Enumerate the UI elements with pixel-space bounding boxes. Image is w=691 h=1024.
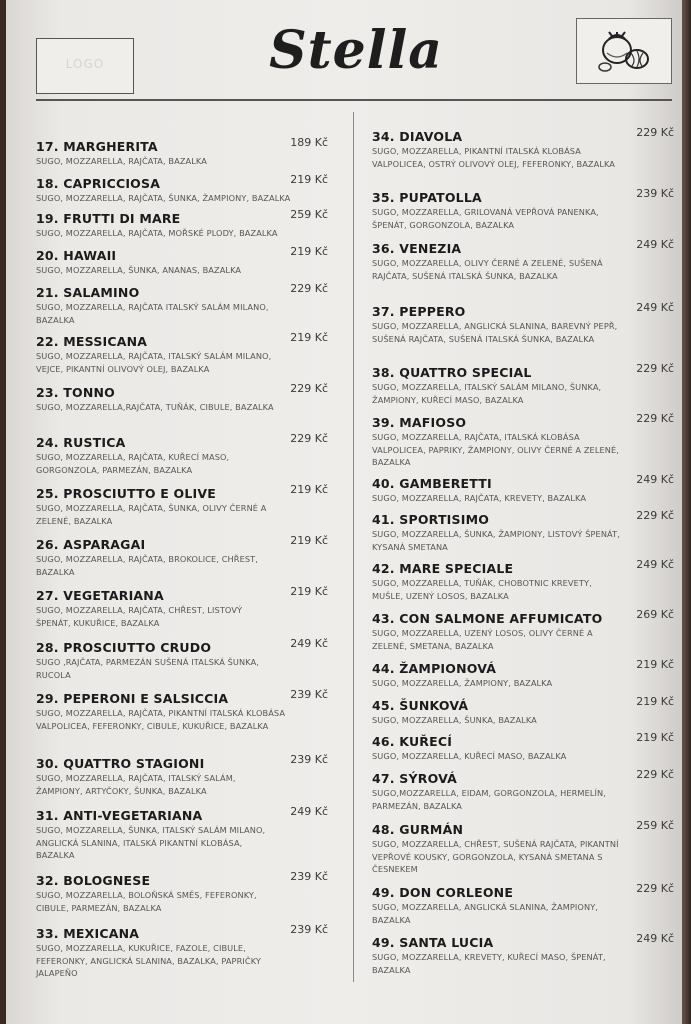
menu-item — [36, 923, 328, 980]
item-price: 229 Kč — [290, 432, 328, 445]
menu-item — [36, 432, 328, 476]
item-desc: SUGO, MOZZARELLA, RAJČATA, KUŘECÍ MASO, GORGONZOLA, PARMEZÁN, BAZALKA — [36, 452, 230, 475]
item-price: 239 Kč — [290, 753, 328, 766]
menu-item — [372, 819, 674, 876]
item-desc: SUGO, MOZZARELLA, ŠUNKA, ŽAMPIONY, LISTOVÝ ŠPENÁT, KYSANÁ SMETANA — [372, 529, 620, 552]
item-name: 27. VEGETARIANA — [36, 588, 164, 603]
menu-item — [36, 637, 328, 681]
item-price: 219 Kč — [636, 695, 674, 708]
item-desc: SUGO, MOZZARELLA, ITALSKÝ SALÁM MILANO, ŠUNKA, ŽAMPIONY, KUŘECÍ MASO, BAZALKA — [372, 382, 602, 405]
menu-item — [372, 608, 674, 652]
item-price: 219 Kč — [290, 534, 328, 547]
menu-item — [372, 658, 674, 690]
tomato-garlic-icon — [595, 23, 655, 77]
item-price: 219 Kč — [290, 245, 328, 258]
item-desc: SUGO, MOZZARELLA, ŠUNKA, ITALSKÝ SALÁM MILANO, ANGLICKÁ SLANINA, ITALSKÁ PIKANTNÍ KLOBÁSA, BAZALKA — [36, 825, 266, 860]
item-desc: SUGO, MOZZARELLA, RAJČATA, BROKOLICE, CHŘEST, BAZALKA — [36, 554, 258, 577]
item-name: 32. BOLOGNESE — [36, 873, 151, 888]
item-desc: SUGO, MOZZARELLA, ŠUNKA, ANANAS, BAZALKA — [36, 265, 242, 275]
item-name: 17. MARGHERITA — [36, 139, 158, 154]
item-desc: SUGO, MOZZARELLA, ANGLICKÁ SLANINA, ŽAMPIONY, BAZALKA — [372, 902, 598, 925]
menu-item — [372, 412, 674, 469]
menu-item — [36, 136, 328, 168]
item-desc: SUGO, MOZZARELLA, BOLOŇSKÁ SMĚS, FEFERONKY, CIBULE, PARMEZÁN, BAZALKA — [36, 890, 257, 913]
item-price: 259 Kč — [636, 819, 674, 832]
item-name: 28. PROSCIUTTO CRUDO — [36, 640, 212, 655]
item-name: 20. HAWAII — [36, 248, 117, 263]
header-divider — [36, 99, 672, 101]
item-desc: SUGO, MOZZARELLA, RAJČATA, ŠUNKA, ŽAMPIONY, BAZALKA — [36, 193, 291, 203]
menu-item — [36, 805, 328, 862]
item-price: 239 Kč — [290, 870, 328, 883]
item-name: 41. SPORTISIMO — [372, 512, 490, 527]
item-desc: SUGO, MOZZARELLA, RAJČATA, CHŘEST, LISTOVÝ ŠPENÁT, KUKUŘICE, BAZALKA — [36, 605, 243, 628]
item-name: 49. SANTA LUCIA — [372, 935, 494, 950]
menu-item — [36, 245, 328, 277]
item-name: 29. PEPERONI E SALSICCIA — [36, 691, 229, 706]
menu-item — [36, 483, 328, 527]
item-name: 42. MARE SPECIALE — [372, 561, 514, 576]
item-price: 269 Kč — [636, 608, 674, 621]
menu-item — [36, 870, 328, 914]
item-name: 30. QUATTRO STAGIONI — [36, 756, 205, 771]
menu-item — [36, 331, 328, 375]
item-desc: SUGO, MOZZARELLA, RAJČATA, ITALSKÁ KLOBÁSA VALPOLICEA, PAPRIKY, ŽAMPIONY, OLIVY ČERNÉ A ZELENÉ, BAZALKA — [372, 432, 619, 467]
item-desc: SUGO, MOZZARELLA, KUKUŘICE, FAZOLE, CIBULE, FEFERONKY, ANGLICKÁ SLANINA, BAZALKA, PAPRIČKY JALAPEÑO — [36, 943, 261, 978]
item-name: 38. QUATTRO SPECIAL — [372, 365, 532, 380]
item-desc: SUGO, MOZZARELLA, RAJČATA, KREVETY, BAZALKA — [372, 493, 587, 503]
item-name: 19. FRUTTI DI MARE — [36, 211, 181, 226]
item-name: 31. ANTI-VEGETARIANA — [36, 808, 203, 823]
item-price: 219 Kč — [290, 483, 328, 496]
item-desc: SUGO, MOZZARELLA, TUŇÁK, CHOBOTNIC KREVETY, MUŠLE, UZENÝ LOSOS, BAZALKA — [372, 578, 592, 601]
item-desc: SUGO, MOZZARELLA, OLIVY ČERNÉ A ZELENÉ, SUŠENÁ RAJČATA, SUŠENÁ ITALSKÁ ŠUNKA, BAZALKA — [372, 258, 603, 281]
item-desc: SUGO, MOZZARELLA,RAJČATA, TUŇÁK, CIBULE, BAZALKA — [36, 402, 274, 412]
item-price: 219 Kč — [636, 658, 674, 671]
item-price: 229 Kč — [290, 282, 328, 295]
item-name: 37. PEPPERO — [372, 304, 466, 319]
item-name: 22. MESSICANA — [36, 334, 148, 349]
item-desc: SUGO, MOZZARELLA, UZENÝ LOSOS, OLIVY ČERNÉ A ZELENÉ, SMETANA, BAZALKA — [372, 628, 593, 651]
item-price: 249 Kč — [290, 637, 328, 650]
menu-item — [372, 882, 674, 926]
item-desc: SUGO, MOZZARELLA, RAJČATA, BAZALKA — [36, 156, 207, 166]
item-name: 25. PROSCIUTTO E OLIVE — [36, 486, 216, 501]
item-name: 33. MEXICANA — [36, 926, 140, 941]
item-desc: SUGO, MOZZARELLA, CHŘEST, SUŠENÁ RAJČATA, PIKANTNÍ VEPŘOVÉ KOUSKY, GORGONZOLA, KYSANÁ SMETANA S ČESNEKEM — [372, 839, 619, 874]
logo-box-text: LOGO — [65, 57, 105, 71]
item-desc: SUGO, MOZZARELLA, KUŘECÍ MASO, BAZALKA — [372, 751, 567, 761]
menu-item — [372, 731, 674, 763]
page-edge — [682, 0, 691, 1024]
item-price: 229 Kč — [636, 412, 674, 425]
item-price: 219 Kč — [290, 585, 328, 598]
item-name: 36. VENEZIA — [372, 241, 462, 256]
menu-item — [36, 688, 328, 732]
item-price: 239 Kč — [290, 923, 328, 936]
menu-item — [372, 473, 674, 505]
menu-item — [372, 695, 674, 727]
item-price: 249 Kč — [636, 473, 674, 486]
item-desc: SUGO, MOZZARELLA, RAJČATA, MOŘSKÉ PLODY, BAZALKA — [36, 228, 278, 238]
item-desc: SUGO, MOZZARELLA, PIKANTNÍ ITALSKÁ KLOBÁSA VALPOLICEA, OSTRÝ OLIVOVÝ OLEJ, FEFERONKY, BAZALKA — [372, 146, 616, 169]
item-desc: SUGO, MOZZARELLA, KREVETY, KUŘECÍ MASO, ŠPENÁT, BAZALKA — [372, 952, 606, 975]
item-name: 45. ŠUNKOVÁ — [372, 698, 469, 713]
menu-item — [372, 768, 674, 812]
item-price: 219 Kč — [290, 331, 328, 344]
item-name: 48. GURMÁN — [372, 822, 464, 837]
item-price: 229 Kč — [636, 768, 674, 781]
item-desc: SUGO, MOZZARELLA, GRILOVANÁ VEPŘOVÁ PANENKA, ŠPENÁT, GORGONZOLA, BAZALKA — [372, 207, 599, 230]
item-desc: SUGO, MOZZARELLA, RAJČATA, ITALSKÝ SALÁM, ŽAMPIONY, ARTYČOKY, ŠUNKA, BAZALKA — [36, 773, 236, 796]
item-price: 259 Kč — [290, 208, 328, 221]
item-price: 249 Kč — [636, 558, 674, 571]
item-name: 44. ŽAMPIONOVÁ — [372, 661, 497, 676]
item-desc: SUGO,MOZZARELLA, EIDAM, GORGONZOLA, HERMELÍN, PARMEZÁN, BAZALKA — [372, 788, 606, 811]
item-price: 189 Kč — [290, 136, 328, 149]
item-name: 46. KUŘECÍ — [372, 734, 453, 749]
item-price: 249 Kč — [636, 301, 674, 314]
item-price: 239 Kč — [636, 187, 674, 200]
item-name: 40. GAMBERETTI — [372, 476, 492, 491]
menu-item — [372, 509, 674, 553]
item-name: 35. PUPATOLLA — [372, 190, 482, 205]
item-name: 49. DON CORLEONE — [372, 885, 514, 900]
menu-item — [36, 753, 328, 797]
item-price: 229 Kč — [636, 509, 674, 522]
menu-item — [36, 585, 328, 629]
item-desc: SUGO, MOZZARELLA, ŽAMPIONY, BAZALKA — [372, 678, 553, 688]
menu-item — [372, 187, 674, 231]
item-desc: SUGO ,RAJČATA, PARMEZÁN SUŠENÁ ITALSKÁ ŠUNKA, RUCOLA — [36, 657, 259, 680]
menu-item — [372, 932, 674, 976]
item-price: 249 Kč — [636, 238, 674, 251]
item-price: 219 Kč — [636, 731, 674, 744]
menu-item — [372, 362, 674, 406]
item-name: 39. MAFIOSO — [372, 415, 467, 430]
logo-box — [36, 38, 134, 94]
item-name: 18. CAPRICCIOSA — [36, 176, 161, 191]
item-price: 229 Kč — [636, 882, 674, 895]
tomato-box — [576, 18, 672, 84]
menu-page — [6, 0, 682, 1024]
item-price: 229 Kč — [636, 126, 674, 139]
item-desc: SUGO, MOZZARELLA, ANGLICKÁ SLANINA, BAREVNÝ PEPŘ, SUŠENÁ RAJČATA, SUŠENÁ ITALSKÁ ŠUNKA, BAZALKA — [372, 321, 618, 344]
item-desc: SUGO, MOZZARELLA, RAJČATA ITALSKÝ SALÁM MILANO, BAZALKA — [36, 302, 269, 325]
item-name: 47. SÝROVÁ — [372, 771, 457, 786]
item-desc: SUGO, MOZZARELLA, ŠUNKA, BAZALKA — [372, 715, 537, 725]
item-name: 43. CON SALMONE AFFUMICATO — [372, 611, 603, 626]
item-name: 26. ASPARAGAI — [36, 537, 146, 552]
item-price: 239 Kč — [290, 688, 328, 701]
item-desc: SUGO, MOZZARELLA, RAJČATA, ITALSKÝ SALÁM MILANO, VEJCE, PIKANTNÍ OLIVOVÝ OLEJ, BAZALKA — [36, 351, 272, 374]
menu-item — [36, 282, 328, 326]
menu-item — [36, 382, 328, 414]
item-price: 249 Kč — [290, 805, 328, 818]
menu-item — [36, 534, 328, 578]
menu-title: Stella — [269, 20, 443, 81]
item-price: 229 Kč — [290, 382, 328, 395]
item-price: 219 Kč — [290, 173, 328, 186]
item-name: 23. TONNO — [36, 385, 115, 400]
menu-item — [372, 301, 674, 345]
menu-item — [372, 558, 674, 602]
menu-item — [36, 173, 328, 205]
item-name: 21. SALAMINO — [36, 285, 140, 300]
menu-item — [372, 126, 674, 170]
item-price: 229 Kč — [636, 362, 674, 375]
item-desc: SUGO, MOZZARELLA, RAJČATA, ŠUNKA, OLIVY ČERNÉ A ZELENÉ, BAZALKA — [36, 503, 267, 526]
column-divider — [353, 112, 354, 982]
item-price: 249 Kč — [636, 932, 674, 945]
menu-item — [36, 208, 328, 240]
item-name: 24. RUSTICA — [36, 435, 126, 450]
item-name: 34. DIAVOLA — [372, 129, 463, 144]
menu-item — [372, 238, 674, 282]
item-desc: SUGO, MOZZARELLA, RAJČATA, PIKANTNÍ ITALSKÁ KLOBÁSA VALPOLICEA, FEFERONKY, CIBULE, KUKUŘICE, BAZALKA — [36, 708, 286, 731]
